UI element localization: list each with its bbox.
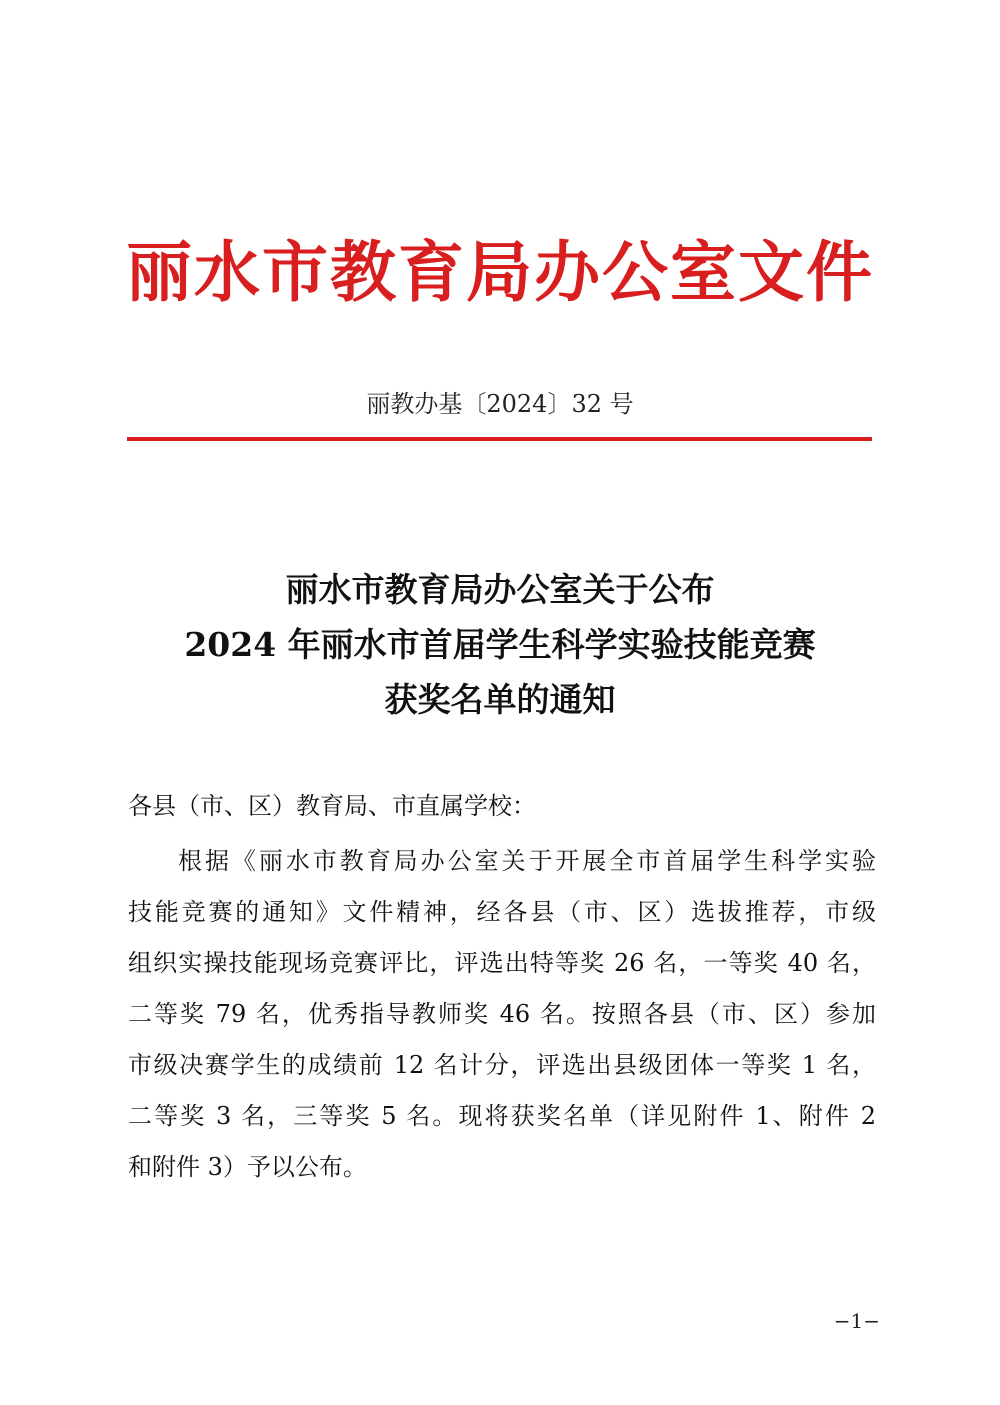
page-number: −1− [833, 1309, 880, 1333]
body-line: 二等奖 79 名，优秀指导教师奖 46 名。按照各县（市、区）参加 [128, 1000, 876, 1028]
document-number: 丽教办基〔2024〕32 号 [366, 390, 634, 418]
body-line: 二等奖 3 名，三等奖 5 名。现将获奖名单（详见附件 1、附件 2 [128, 1102, 876, 1130]
body-line: 根据《丽水市教育局办公室关于开展全市首届学生科学实验 [178, 847, 876, 875]
title-line: 获奖名单的通知 [384, 680, 616, 719]
body-line: 技能竞赛的通知》文件精神，经各县（市、区）选拔推荐，市级 [128, 898, 876, 926]
body-paragraph [128, 836, 876, 1193]
salutation: 各县（市、区）教育局、市直属学校： [128, 792, 536, 820]
red-divider-line [127, 437, 872, 441]
title-line: 丽水市教育局办公室关于公布 [285, 570, 715, 609]
body-line: 组织实操技能现场竞赛评比，评选出特等奖 26 名，一等奖 40 名， [128, 949, 876, 977]
notice-title [0, 562, 1000, 727]
title-line: 2024 年丽水市首届学生科学实验技能竞赛 [184, 625, 816, 664]
body-line: 和附件 3）予以公布。 [128, 1153, 367, 1181]
issuer-masthead: 丽水市教育局办公室文件 [126, 234, 874, 311]
body-line: 市级决赛学生的成绩前 12 名计分，评选出县级团体一等奖 1 名， [128, 1051, 876, 1079]
